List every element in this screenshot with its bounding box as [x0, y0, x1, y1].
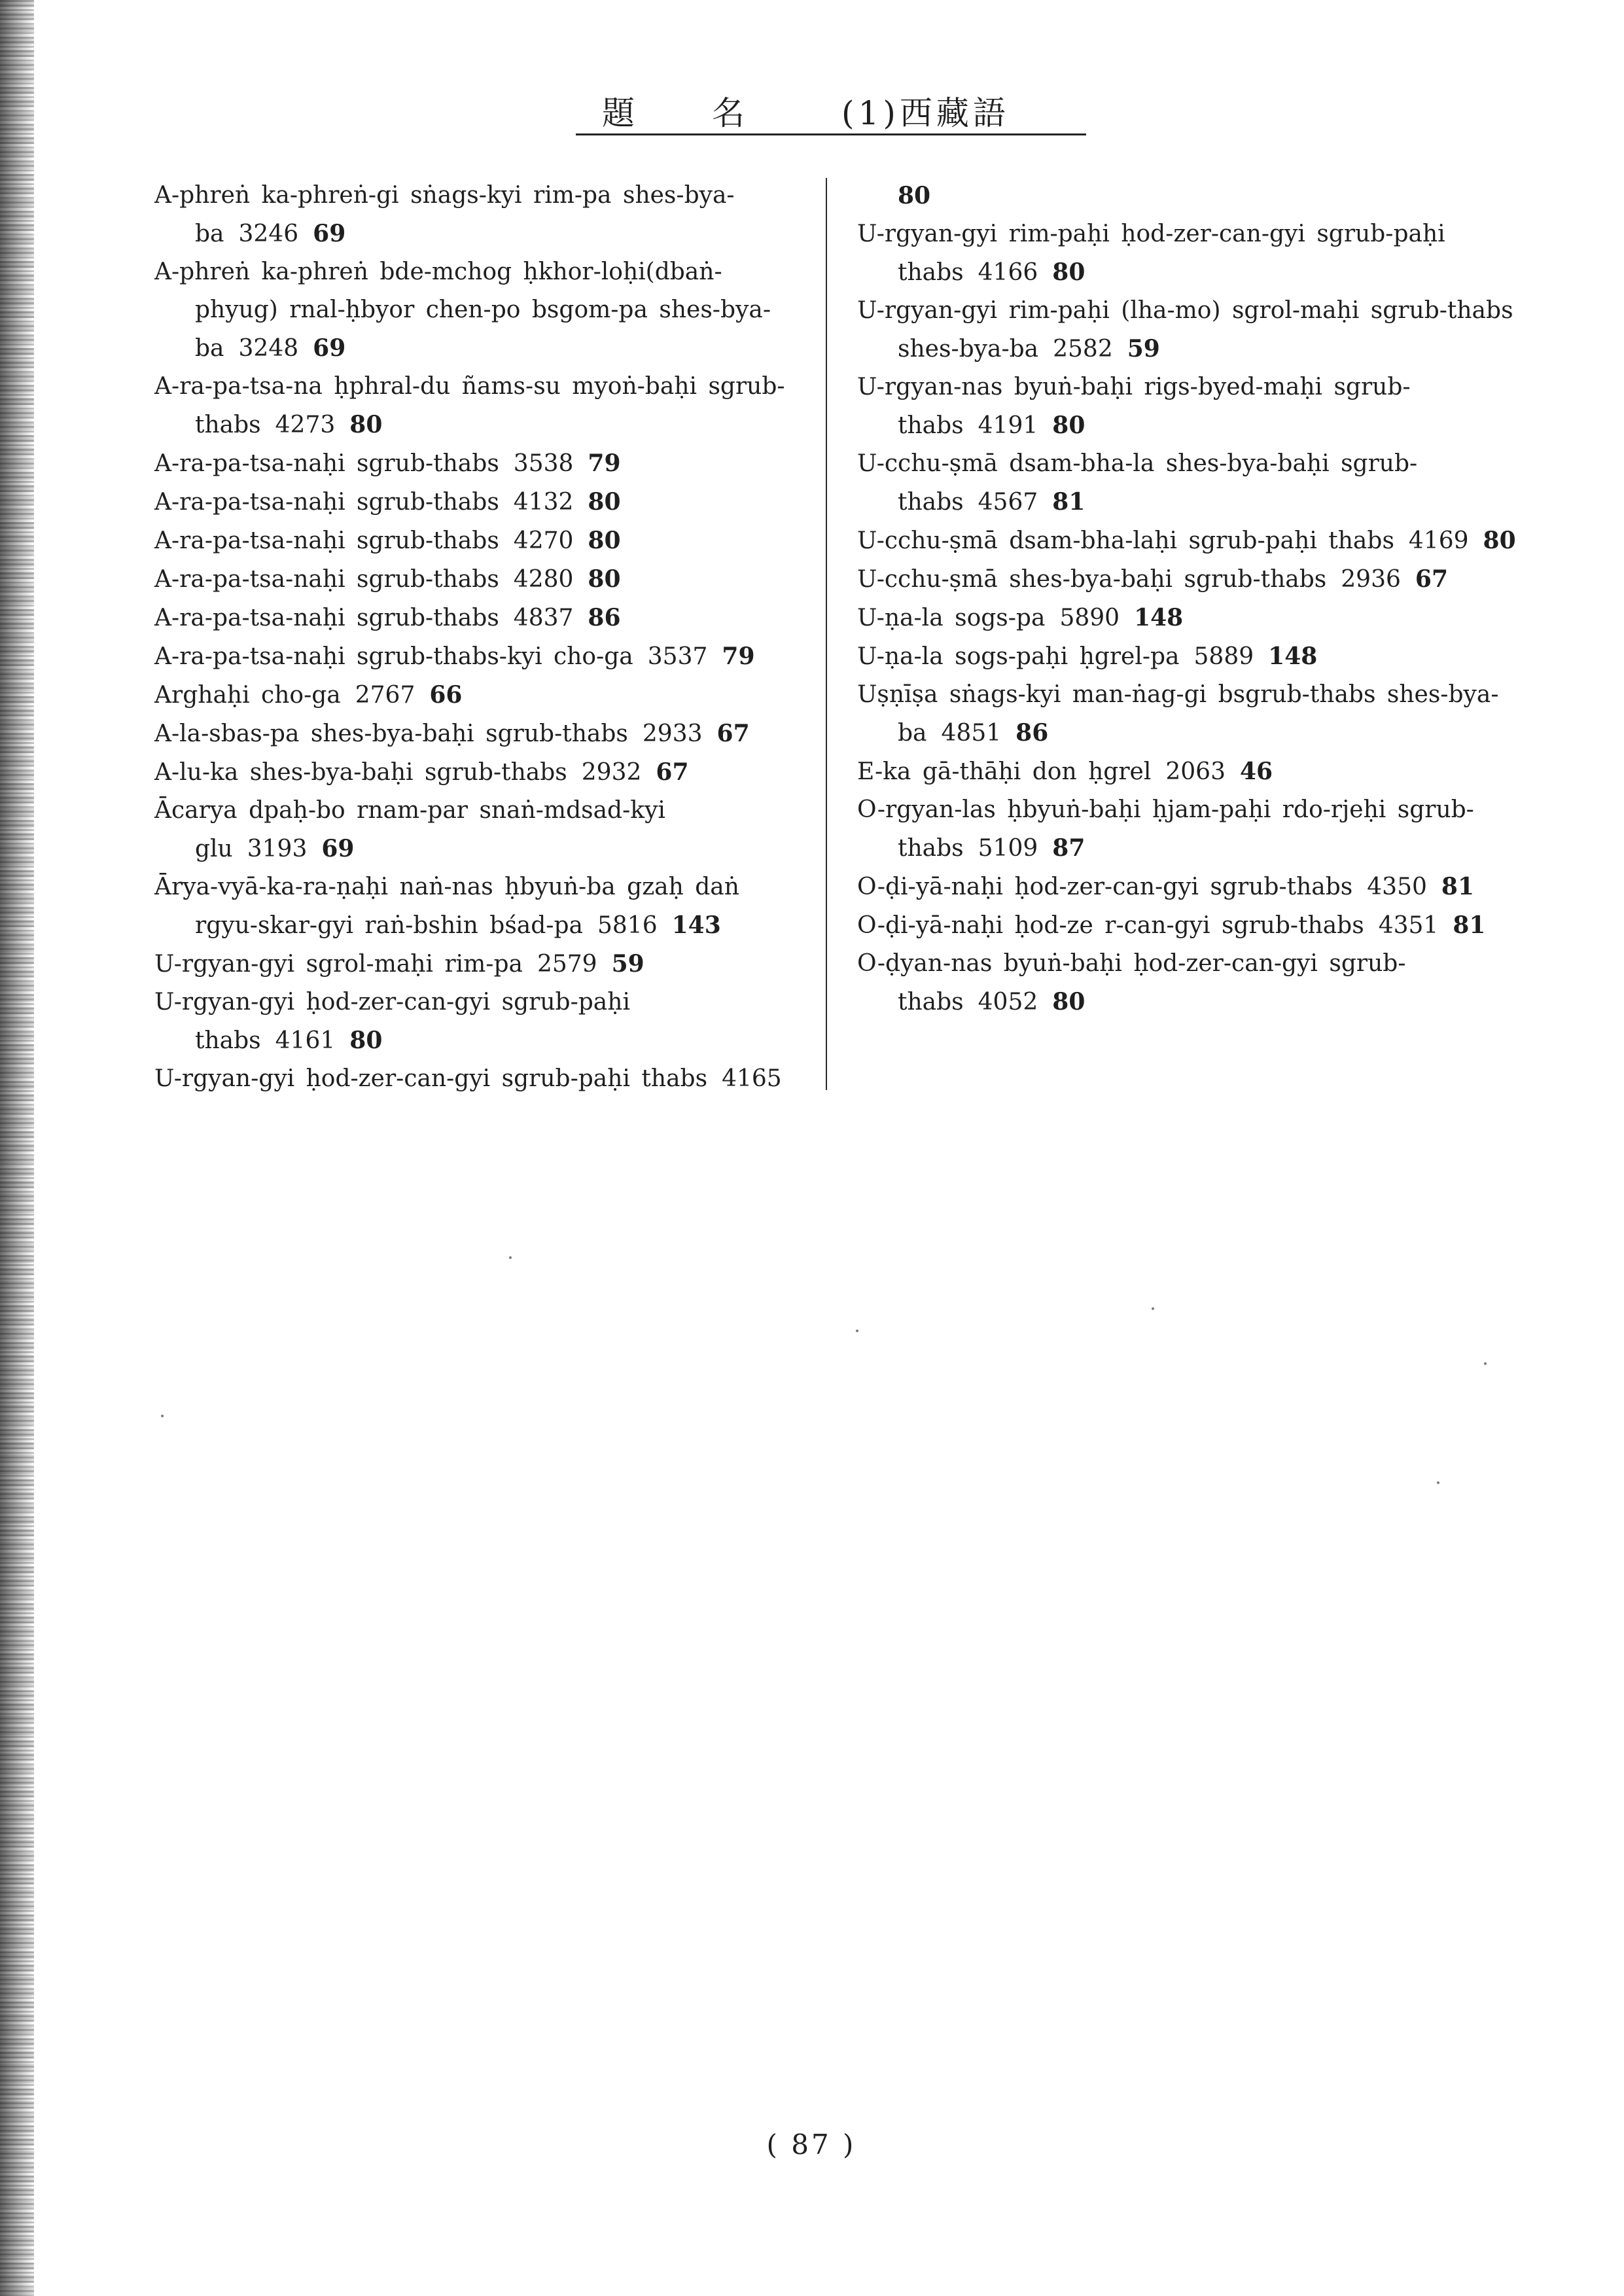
- entry-number: 4280: [513, 566, 574, 593]
- entry-number: 3537: [647, 643, 708, 670]
- entry-title: U-rgyan-gyi rim-paḥi (lha-mo) sgrol-maḥi sgrub-thabs shes-bya-ba: [857, 297, 1513, 362]
- index-entry: [154, 792, 786, 868]
- entry-number: 4052: [978, 989, 1038, 1016]
- entry-number: 5816: [597, 912, 658, 939]
- entry-title: Arghaḥi cho-ga: [154, 682, 341, 709]
- entry-title: U-rgyan-gyi ḥod-zer-can-gyi sgrub-paḥi thabs: [154, 989, 630, 1054]
- index-entry: [857, 676, 1518, 752]
- index-entry: [154, 753, 786, 792]
- entry-page: 80: [349, 1027, 383, 1054]
- entry-number: 3538: [513, 450, 574, 477]
- entry-page: 86: [1015, 719, 1049, 747]
- index-entry: [154, 945, 786, 983]
- entry-page: 59: [1127, 335, 1160, 362]
- index-entry: [154, 483, 786, 521]
- entry-page: 69: [313, 220, 346, 247]
- index-entry: [857, 560, 1518, 599]
- entry-page: 81: [1052, 488, 1086, 516]
- scan-speck: [1484, 1362, 1487, 1365]
- entry-title: U-cchu-ṣmā dsam-bha-laḥi sgrub-paḥi thabs: [857, 527, 1394, 554]
- entry-page: 80: [898, 182, 931, 209]
- entry-title: Uṣṇīṣa sṅags-kyi man-ṅag-gi bsgrub-thabs shes-bya-ba: [857, 681, 1499, 747]
- index-entry: [857, 945, 1518, 1021]
- entry-number: 4273: [275, 412, 336, 438]
- entry-page: 81: [1453, 911, 1486, 939]
- entry-page: 69: [321, 835, 355, 862]
- index-entry: [154, 983, 786, 1060]
- entry-title: U-ṇa-la sogs-pa: [857, 605, 1046, 631]
- index-entry: [857, 292, 1518, 368]
- index-entry: [857, 599, 1518, 637]
- entry-title: O-ḍyan-nas byuṅ-baḥi ḥod-zer-can-gyi sgrub-thabs: [857, 950, 1406, 1016]
- entry-title: U-ṇa-la sogs-paḥi ḥgrel-pa: [857, 643, 1180, 670]
- entry-title: O-ḍi-yā-naḥi ḥod-zer-can-gyi sgrub-thabs: [857, 874, 1353, 900]
- entry-title: A-phreṅ ka-phreṅ-gi sṅags-kyi rim-pa shes-bya-ba: [154, 182, 735, 247]
- entry-number: 4567: [978, 489, 1038, 516]
- page-number: ( 87 ): [766, 2128, 856, 2161]
- entry-title: A-ra-pa-tsa-naḥi sgrub-thabs: [154, 605, 499, 631]
- index-entry: [857, 752, 1518, 791]
- entry-number: 2582: [1053, 336, 1113, 362]
- index-entries-right: [857, 215, 1518, 1021]
- entry-page: 80: [588, 488, 621, 516]
- column-divider: [826, 178, 827, 1090]
- entry-page: 66: [429, 681, 463, 709]
- entry-number: 2932: [581, 759, 642, 786]
- entry-title: U-rgyan-gyi ḥod-zer-can-gyi sgrub-paḥi thabs: [154, 1065, 708, 1092]
- entry-page: 67: [716, 720, 750, 747]
- entry-title: A-ra-pa-tsa-na ḥphral-du ñams-su myoṅ-baḥi sgrub-thabs: [154, 373, 785, 438]
- entry-number: 4161: [275, 1027, 336, 1054]
- entry-title: A-lu-ka shes-bya-baḥi sgrub-thabs: [154, 759, 567, 786]
- entry-page: 80: [588, 527, 621, 554]
- scan-speck: [161, 1415, 164, 1417]
- index-entry: [154, 560, 786, 599]
- entry-number: 4165: [722, 1065, 782, 1092]
- entry-page: 80: [588, 565, 621, 593]
- index-entry: [857, 521, 1518, 560]
- index-entry: [857, 637, 1518, 676]
- index-entry: [857, 368, 1518, 445]
- entry-number: 4270: [513, 527, 574, 554]
- entry-number: 4191: [978, 412, 1038, 439]
- index-column-left: [154, 177, 786, 1098]
- entry-number: 4132: [513, 489, 574, 516]
- entry-page: 79: [588, 450, 621, 477]
- entry-number: 5109: [978, 835, 1038, 862]
- index-entry: [154, 599, 786, 637]
- entry-page: 59: [611, 950, 644, 978]
- scan-edge-shadow: [0, 0, 34, 2296]
- index-entry: [154, 368, 786, 444]
- index-entry: [154, 177, 786, 253]
- entry-title: O-rgyan-las ḥbyuṅ-baḥi ḥjam-paḥi rdo-rjeḥi sgrub-thabs: [857, 796, 1474, 862]
- entry-title: A-ra-pa-tsa-naḥi sgrub-thabs: [154, 566, 499, 593]
- index-entry: [154, 1060, 786, 1098]
- index-entry: [857, 445, 1518, 521]
- entry-title: A-ra-pa-tsa-naḥi sgrub-thabs: [154, 527, 499, 554]
- scan-speck: [856, 1330, 858, 1332]
- entry-title: A-ra-pa-tsa-naḥi sgrub-thabs-kyi cho-ga: [154, 643, 633, 670]
- entry-page: 69: [313, 334, 346, 362]
- index-entry: [857, 906, 1518, 945]
- entry-title: U-rgyan-gyi sgrol-maḥi rim-pa: [154, 951, 523, 978]
- entry-number: 2933: [642, 720, 703, 747]
- entry-number: 5889: [1193, 643, 1254, 670]
- entry-number: 3193: [247, 836, 308, 862]
- index-entry: [154, 868, 786, 945]
- index-entry: [154, 521, 786, 560]
- index-column-right: [857, 177, 1518, 1021]
- running-header: [576, 93, 1086, 135]
- entry-page: 67: [1415, 565, 1449, 593]
- index-entry-continuation: [857, 177, 1518, 215]
- entry-page: 81: [1441, 873, 1474, 900]
- scan-speck: [509, 1256, 512, 1259]
- entry-title: Ācarya dpaḥ-bo rnam-par snaṅ-mdsad-kyi glu: [154, 797, 665, 862]
- entry-page: 87: [1052, 834, 1086, 862]
- entry-page: 80: [1052, 412, 1086, 439]
- entry-number: 4351: [1378, 912, 1439, 939]
- header-section: (1)西藏語: [841, 94, 1010, 132]
- entry-title: U-cchu-ṣmā shes-bya-baḥi sgrub-thabs: [857, 566, 1327, 593]
- entry-number: 2936: [1341, 566, 1401, 593]
- entry-number: 2579: [537, 951, 597, 978]
- entry-page: 143: [671, 911, 721, 939]
- scan-speck: [1437, 1481, 1439, 1484]
- entry-page: 80: [349, 411, 383, 438]
- entry-title: U-rgyan-gyi rim-paḥi ḥod-zer-can-gyi sgrub-paḥi thabs: [857, 221, 1445, 286]
- entry-title: O-ḍi-yā-naḥi ḥod-ze r-can-gyi sgrub-thabs: [857, 912, 1364, 939]
- entry-number: 4350: [1367, 874, 1427, 900]
- index-entry: [154, 715, 786, 753]
- entry-page: 148: [1134, 604, 1184, 631]
- entry-title: A-phreṅ ka-phreṅ bde-mchog ḥkhor-loḥi(dbaṅ-phyug) rnal-ḥbyor chen-po bsgom-pa shes-bya-ba: [154, 258, 771, 362]
- entry-title: A-la-sbas-pa shes-bya-baḥi sgrub-thabs: [154, 720, 628, 747]
- entry-page: 46: [1240, 758, 1273, 785]
- entry-page: 80: [1483, 527, 1516, 554]
- index-entry: [154, 444, 786, 483]
- entry-number: 4169: [1408, 527, 1469, 554]
- entry-number: 3248: [238, 335, 299, 362]
- entry-title: U-rgyan-nas byuṅ-baḥi rigs-byed-maḥi sgrub-thabs: [857, 374, 1411, 439]
- entry-number: 4851: [941, 720, 1002, 747]
- index-entry: [154, 637, 786, 676]
- entry-number: 5890: [1059, 605, 1120, 631]
- entry-page: 80: [1052, 258, 1086, 286]
- header-title: 題名: [602, 94, 822, 132]
- entry-title: A-ra-pa-tsa-naḥi sgrub-thabs: [154, 489, 499, 516]
- scan-speck: [1152, 1307, 1154, 1310]
- entry-number: 3246: [238, 221, 299, 247]
- entry-page: 86: [588, 604, 621, 631]
- entry-number: 4837: [513, 605, 574, 631]
- entry-page: 79: [722, 643, 755, 670]
- entry-number: 2767: [355, 682, 415, 709]
- entry-title: Ārya-vyā-ka-ra-ṇaḥi naṅ-nas ḥbyuṅ-ba gzaḥ daṅ rgyu-skar-gyi raṅ-bshin bśad-pa: [154, 874, 739, 939]
- entry-title: E-ka gā-thāḥi don ḥgrel: [857, 758, 1152, 785]
- entry-title: U-cchu-ṣmā dsam-bha-la shes-bya-baḥi sgrub-thabs: [857, 450, 1418, 516]
- entry-title: A-ra-pa-tsa-naḥi sgrub-thabs: [154, 450, 499, 477]
- index-entry: [154, 253, 786, 368]
- index-entry: [154, 676, 786, 715]
- entry-page: 67: [656, 758, 689, 786]
- index-entry: [857, 868, 1518, 906]
- entry-page: 80: [1052, 988, 1086, 1016]
- index-entry: [857, 791, 1518, 868]
- entry-number: 2063: [1165, 758, 1226, 785]
- index-entry: [857, 215, 1518, 292]
- entry-page: 148: [1268, 643, 1318, 670]
- entry-number: 4166: [978, 259, 1038, 286]
